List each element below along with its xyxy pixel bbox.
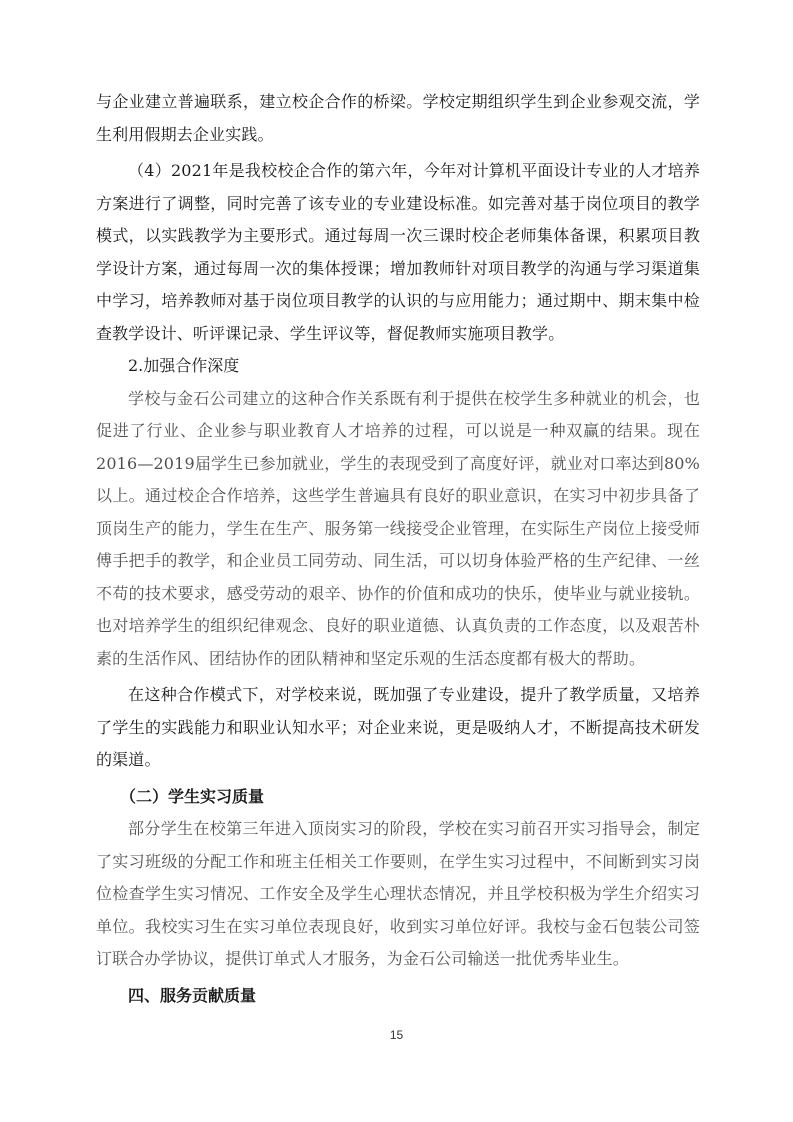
section-heading-cooperation-depth: 2.加强合作深度 (128, 356, 240, 375)
paragraph-school-enterprise-bridge: 与企业建立普遍联系，建立校企合作的桥梁。学校定期组织学生到企业参观交流，学生利用假期去企业实践。 (96, 92, 700, 144)
chapter-heading-service-contribution: 四、服务贡献质量 (128, 985, 257, 1005)
paragraph-jinshi-cooperation: 学校与金石公司建立的这种合作关系既有利于提供在校学生多种就业的机会，也促进了行业、企业参与职业教育人才培养的过程，可以说是一种双赢的结果。现在2016—2019届学生已参加就业，学生的表现受到了高度好评，就业对口率达到80%以上。通过校企合作培养，这些学生普遍具有良好的职业意识，在实习中初步具备了顶岗生产的能力，学生在生产、服务第一线接受企业管理，在实际生产岗位上接受师傅手把手的教学，和企业员工同劳动、同生活，可以切身体验严格的生产纪律、一丝不苟的技术要求，感受劳动的艰辛、协作的价值和成功的快乐，使毕业与就业接轨。也对培养学生的组织纪律观念、良好的职业道德、认真负责的工作态度，以及艰苦朴素的生活作风、团结协作的团队精神和坚定乐观的生活态度都有极大的帮助。 (96, 388, 700, 668)
page-number: 15 (389, 1028, 404, 1042)
paragraph-cooperation-mode: 在这种合作模式下，对学校来说，既加强了专业建设，提升了教学质量，又培养了学生的实践能力和职业认知水平；对企业来说，更是吸纳人才，不断提高技术研发的渠道。 (96, 685, 700, 769)
paragraph-sixth-year-cooperation: （4）2021年是我校校企合作的第六年，今年对计算机平面设计专业的人才培养方案进行了调整，同时完善了该专业的专业建设标准。如完善对基于岗位项目的教学模式，以实践教学为主要形式。通过每周一次三课时校企老师集体备课，积累项目教学设计方案，通过每周一次的集体授课；增加教师针对项目教学的沟通与学习渠道集中学习，培养教师对基于岗位项目教学的认识的与应用能力；通过期中、期末集中检查教学设计、听评课记录、学生评议等，督促教师实施项目教学。 (96, 161, 700, 343)
section-heading-internship-quality: （二）学生实习质量 (120, 786, 265, 806)
document-body (96, 86, 700, 1012)
paragraph-internship-arrangement: 部分学生在校第三年进入顶岗实习的阶段，学校在实习前召开实习指导会，制定了实习班级的分配工作和班主任相关工作要则，在学生实习过程中，不间断到实习岗位检查学生实习情况、工作安全及学生心理状态情况，并且学校积极为学生介绍实习单位。我校实习生在实习单位表现良好，收到实习单位好评。我校与金石包装公司签订联合办学协议，提供订单式人才服务，为金石公司输送一批优秀毕业生。 (96, 819, 700, 968)
